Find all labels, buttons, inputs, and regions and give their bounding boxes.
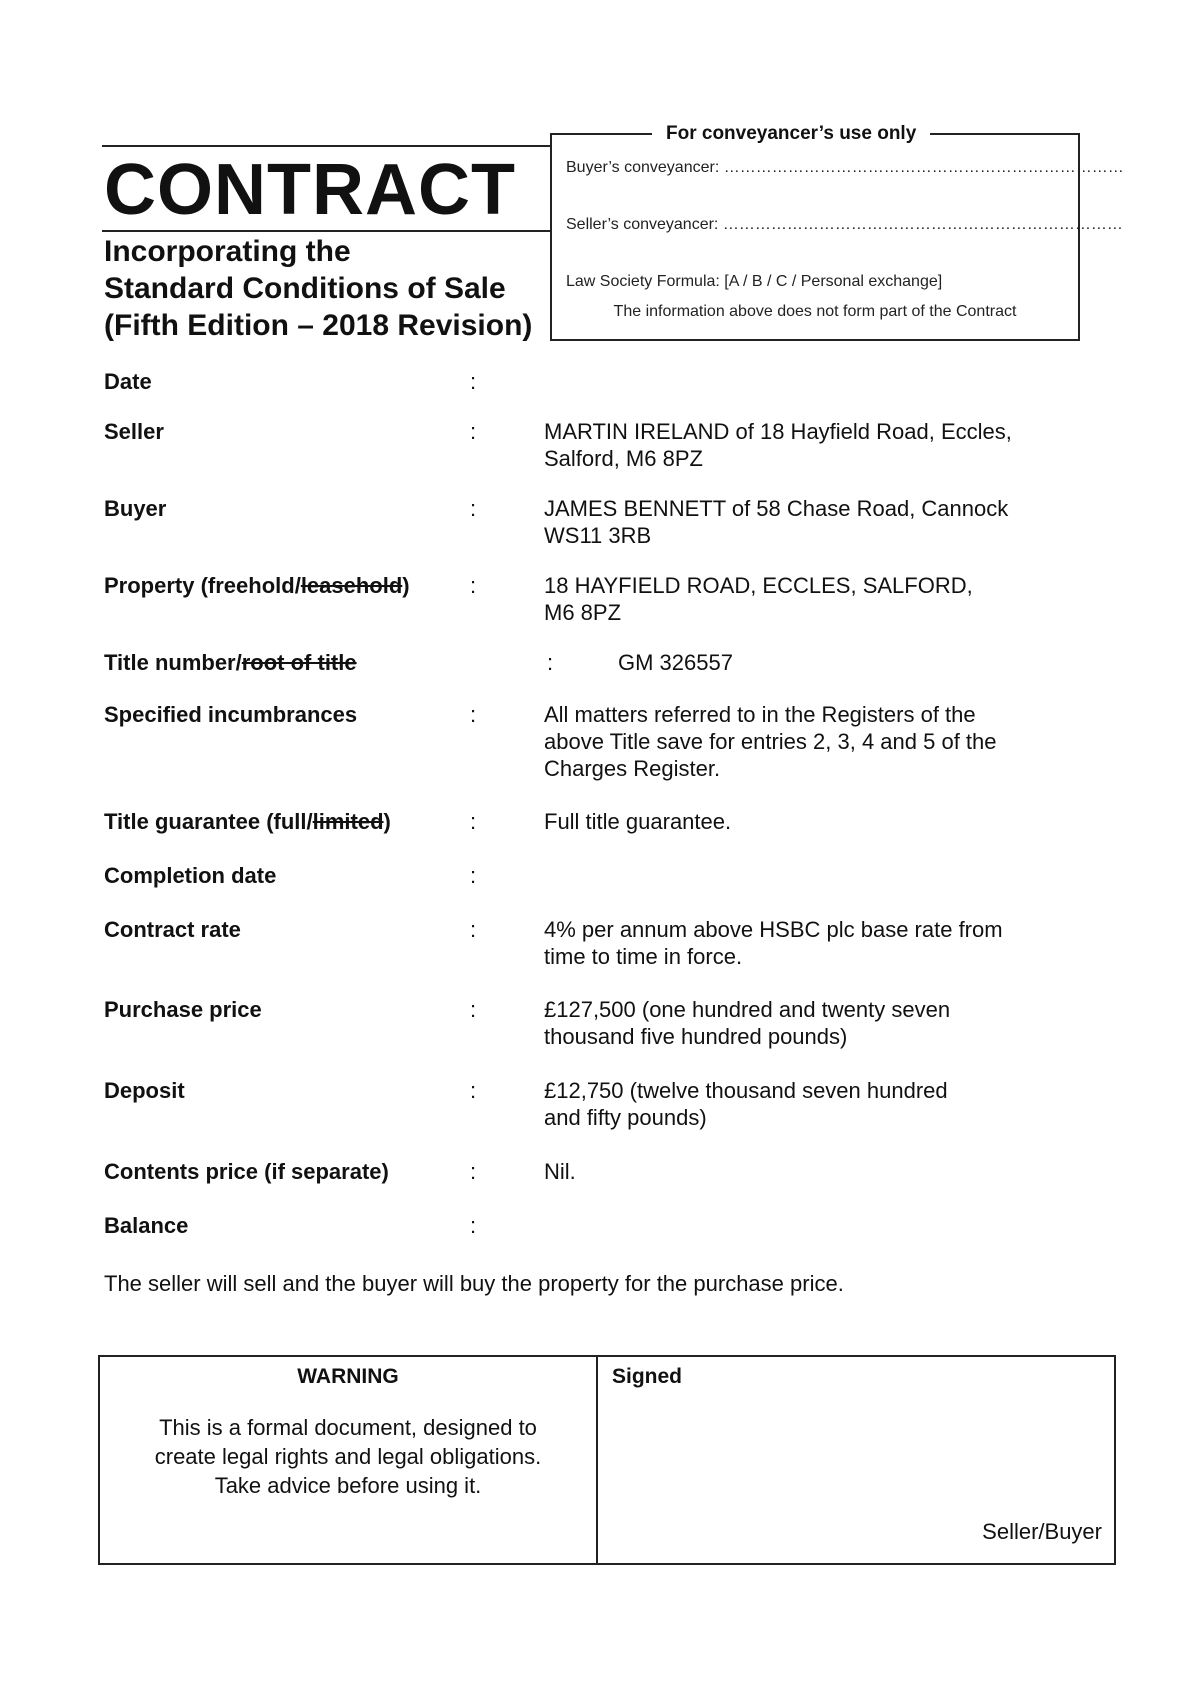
title-guarantee-value: Full title guarantee. xyxy=(544,809,732,834)
value-line: Salford, M6 8PZ xyxy=(544,446,703,471)
colon-separator: : xyxy=(470,917,477,942)
title-number-label xyxy=(104,649,357,676)
value-line: above Title save for entries 2, 3, 4 and 5 of the xyxy=(544,729,997,754)
value-line: MARTIN IRELAND of 18 Hayfield Road, Eccles, xyxy=(544,419,1012,444)
purchase-price-value xyxy=(544,996,1064,1050)
seller-buyer-label: Seller/Buyer xyxy=(982,1519,1102,1544)
buyer-label: Buyer xyxy=(104,496,167,521)
contents-price-label: Contents price (if separate) xyxy=(104,1159,389,1184)
property-label xyxy=(104,572,410,599)
incumbrances-value xyxy=(544,701,1064,782)
colon-separator: : xyxy=(470,1213,477,1238)
completion-date-label: Completion date xyxy=(104,863,277,888)
colon-separator: : xyxy=(470,573,477,598)
header-top-rule xyxy=(102,145,552,147)
label-text-end: ) xyxy=(402,573,410,598)
subtitle-line: Incorporating the xyxy=(104,235,351,268)
document-subtitle xyxy=(104,233,532,344)
subtitle-line: Standard Conditions of Sale xyxy=(104,272,506,305)
conveyancer-box xyxy=(550,123,1124,341)
colon-separator: : xyxy=(547,650,554,675)
contract-rate-value xyxy=(544,916,1064,970)
label-text: Title number/ xyxy=(104,650,242,675)
struck-option: root of title xyxy=(241,650,357,675)
purchase-price-label: Purchase price xyxy=(104,997,262,1022)
header-bottom-rule xyxy=(102,230,552,232)
value-line: M6 8PZ xyxy=(544,600,622,625)
subtitle-line: (Fifth Edition – 2018 Revision) xyxy=(104,309,533,342)
contents-price-value: Nil. xyxy=(544,1159,576,1184)
colon-separator: : xyxy=(470,997,477,1022)
warning-title: WARNING xyxy=(297,1365,399,1388)
colon-separator: : xyxy=(470,702,477,727)
value-line: All matters referred to in the Registers of the xyxy=(544,702,976,727)
warning-line: Take advice before using it. xyxy=(214,1473,482,1498)
title-guarantee-label xyxy=(104,808,391,835)
colon-separator: : xyxy=(470,369,477,394)
date-label: Date xyxy=(104,369,152,394)
buyers-conveyancer-line: Buyer’s conveyancer: ………………………………………………………………… xyxy=(566,159,1124,176)
colon-separator: : xyxy=(470,496,477,521)
seller-value xyxy=(544,418,1064,472)
value-line: and fifty pounds) xyxy=(544,1105,707,1130)
deposit-value xyxy=(544,1077,1064,1131)
colon-separator: : xyxy=(470,1159,477,1184)
incumbrances-label: Specified incumbrances xyxy=(104,702,358,727)
balance-label: Balance xyxy=(104,1213,189,1238)
struck-option: limited xyxy=(312,809,384,834)
value-line: £127,500 (one hundred and twenty seven xyxy=(544,997,951,1022)
buyer-value xyxy=(544,495,1064,549)
label-text: Property (freehold/ xyxy=(104,573,301,598)
property-value xyxy=(544,572,1064,626)
contract-rate-label: Contract rate xyxy=(104,917,241,942)
deposit-label: Deposit xyxy=(104,1078,185,1103)
sellers-conveyancer-line: Seller’s conveyancer: ………………………………………………………………… xyxy=(566,216,1123,233)
colon-separator: : xyxy=(470,863,477,888)
value-line: 18 HAYFIELD ROAD, ECCLES, SALFORD, xyxy=(544,573,973,598)
conveyancer-box-note: The information above does not form part of the Contract xyxy=(613,303,1017,320)
colon-separator: : xyxy=(470,809,477,834)
conveyancer-box-legend: For conveyancer’s use only xyxy=(652,123,930,145)
signature-table-divider xyxy=(596,1357,598,1563)
closing-statement: The seller will sell and the buyer will buy the property for the purchase price. xyxy=(104,1271,844,1296)
value-line: time to time in force. xyxy=(544,944,743,969)
value-line: WS11 3RB xyxy=(544,523,652,548)
signature-table xyxy=(98,1355,1116,1565)
label-text: Title guarantee (full/ xyxy=(104,809,313,834)
value-line: JAMES BENNETT of 58 Chase Road, Cannock xyxy=(544,496,1009,521)
signed-label: Signed xyxy=(612,1365,683,1388)
colon-separator: : xyxy=(470,419,477,444)
seller-label: Seller xyxy=(104,419,164,444)
law-society-formula-line: Law Society Formula: [A / B / C / Personal exchange] xyxy=(566,273,943,290)
value-line: thousand five hundred pounds) xyxy=(544,1024,848,1049)
title-number-value: GM 326557 xyxy=(618,650,733,675)
value-line: Charges Register. xyxy=(544,756,721,781)
warning-text xyxy=(100,1413,596,1500)
warning-line: This is a formal document, designed to xyxy=(159,1415,537,1440)
value-line: £12,750 (twelve thousand seven hundred xyxy=(544,1078,948,1103)
struck-option: leasehold xyxy=(300,573,403,598)
colon-separator: : xyxy=(470,1078,477,1103)
warning-line: create legal rights and legal obligations. xyxy=(154,1444,542,1469)
label-text-end: ) xyxy=(383,809,391,834)
document-title: CONTRACT xyxy=(104,150,516,230)
value-line: 4% per annum above HSBC plc base rate from xyxy=(544,917,1003,942)
